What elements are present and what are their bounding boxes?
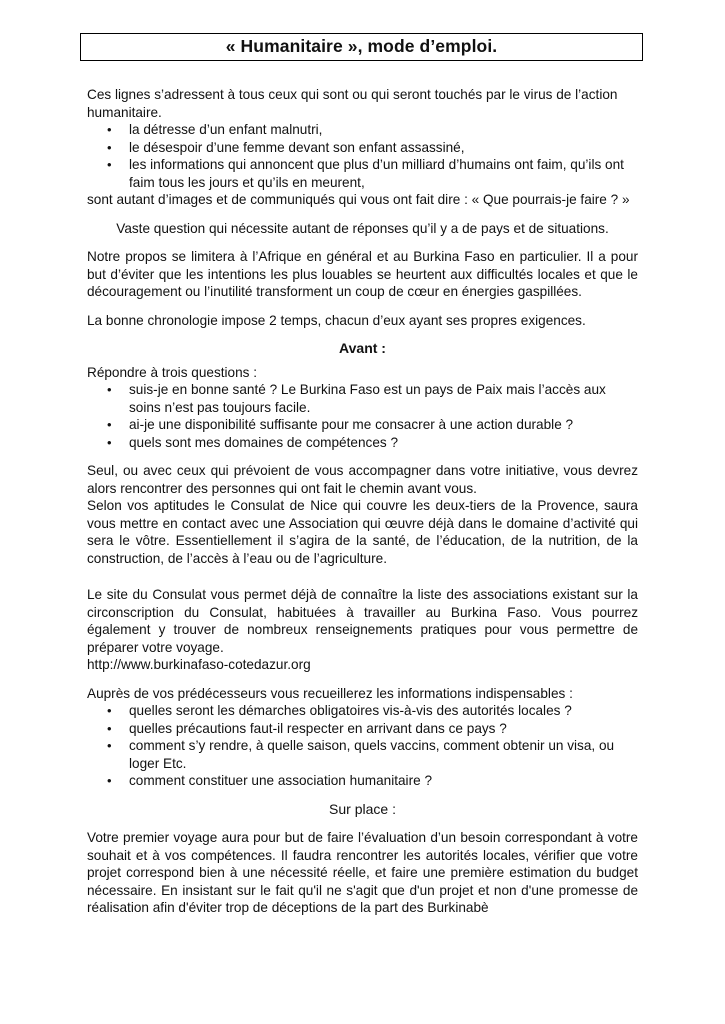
title-box (80, 33, 643, 61)
document-title: « Humanitaire », mode d’emploi. (225, 36, 498, 57)
list-item: • la détresse d’un enfant malnutri, (87, 121, 638, 139)
list-item: • comment constituer une association humanitaire ? (87, 772, 638, 790)
before-intro: Répondre à trois questions : (87, 364, 258, 380)
list-item: • le désespoir d’une femme devant son enfant assassiné, (87, 139, 638, 157)
list-item: • comment s’y rendre, à quelle saison, quels vaccins, comment obtenir un visa, ou loger Etc. (87, 737, 638, 772)
consulate-paragraph: Selon vos aptitudes le Consulat de Nice qui couvre les deux-tiers de la Provence, saura vous mettre en contact avec une Association qui œuvre déjà dans le domaine d’activité qui sera le vôtre. Essentiellement il s’agira de la santé, de l’éducation, de la nutrition, de la construction, de l’accès à l’eau ou de l’agriculture. (87, 498, 638, 566)
document-body (87, 86, 638, 917)
predecessors-intro: Auprès de vos prédécesseurs vous recueillerez les informations indispensables : (87, 685, 573, 701)
onsite-paragraph: Votre premier voyage aura pour but de faire l’évaluation d’un besoin correspondant à votre souhait et à vos compétences. Il faudra rencontrer les autorités locales, vérifier que votre projet correspond bien à une nécessité réelle, et faire une première estimation du budget nécessaire. En insistant sur le fait qu'il ne s'agit que d'un projet et non d'une promesse de réalisation afin d'éviter trop de déceptions de la part des Burkinabè (87, 830, 638, 915)
predecessors-bullet-list (87, 702, 638, 790)
intro-bullet-list (87, 121, 638, 191)
chronology-paragraph: La bonne chronologie impose 2 temps, chacun d’eux ayant ses propres exigences. (87, 312, 586, 328)
intro-paragraph: Ces lignes s’adressent à tous ceux qui sont ou qui seront touchés par le virus de l’action humanitaire. (87, 87, 618, 120)
list-item: • ai-je une disponibilité suffisante pour me consacrer à une action durable ? (87, 416, 638, 434)
list-item: • quelles précautions faut-il respecter en arrivant dans ce pays ? (87, 720, 638, 738)
question-line: Vaste question qui nécessite autant de réponses qu’il y a de pays et de situations. (116, 220, 609, 236)
list-item: • suis-je en bonne santé ? Le Burkina Faso est un pays de Paix mais l’accès aux soins n’est pas toujours facile. (87, 381, 638, 416)
website-paragraph: Le site du Consulat vous permet déjà de connaître la liste des associations existant sur la circonscription du Consulat, habituées à travailler au Burkina Faso. Vous pourrez également y trouver de nombreux renseignements pratiques pour vous permettre de préparer votre voyage. (87, 587, 638, 655)
purpose-paragraph: Notre propos se limitera à l’Afrique en général et au Burkina Faso en particulier. Il a pour but d’éviter que les intentions les plus louables se heurtent aux difficultés locales et que le découragement ou l’inutilité transforment un coup de cœur en énergies gaspillées. (87, 249, 638, 299)
before-heading: Avant : (339, 340, 386, 356)
onsite-heading: Sur place : (329, 800, 396, 817)
list-item: • les informations qui annoncent que plus d’un milliard d’humains ont faim, qu’ils ont faim tous les jours et qu’ils en meurent, (87, 156, 638, 191)
list-item: • quels sont mes domaines de compétences ? (87, 434, 638, 452)
website-url[interactable]: http://www.burkinafaso-cotedazur.org (87, 657, 311, 672)
intro-end-line: sont autant d’images et de communiqués qui vous ont fait dire : « Que pourrais-je faire ? » (87, 192, 630, 207)
before-bullet-list (87, 381, 638, 451)
list-item: • quelles seront les démarches obligatoires vis-à-vis des autorités locales ? (87, 702, 638, 720)
alone-paragraph: Seul, ou avec ceux qui prévoient de vous accompagner dans votre initiative, vous devrez alors rencontrer des personnes qui ont fait le chemin avant vous. (87, 463, 638, 496)
